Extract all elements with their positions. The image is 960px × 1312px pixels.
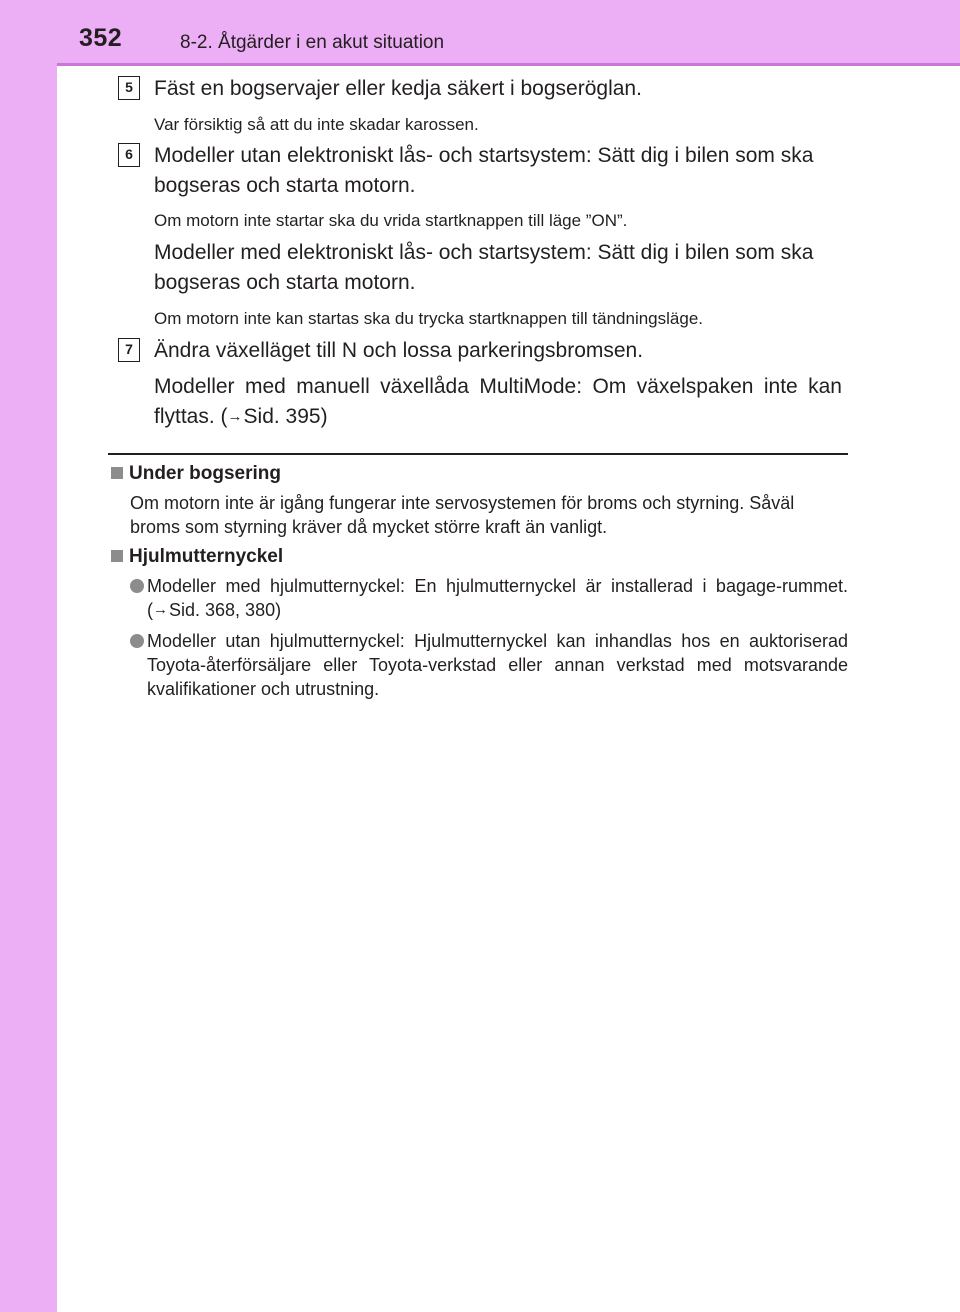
step-number-5: 5 [118,76,140,100]
bullet-text-main: Modeller med hjulmutternyckel: En hjulmutternyckel är installerad i bagage-rummet. ( [147,576,848,620]
step-6-text-2: Modeller med elektroniskt lås- och startsystem: Sätt dig i bilen som ska bogseras och starta motorn. [154,241,814,294]
step-6-text: Modeller utan elektroniskt lås- och startsystem: Sätt dig i bilen som ska bogseras och starta motorn. [154,144,814,197]
note-heading-towing [111,463,281,485]
step-7-text-2 [154,372,842,434]
arrow-right-icon: → [227,408,243,425]
step-7-text-2-main: Modeller med manuell växellåda MultiMode: Om växelspaken inte kan flyttas. ( [154,375,842,428]
bullet-text: Modeller utan hjulmutternyckel: Hjulmutternyckel kan inhandlas hos en auktoriserad Toyota-återförsäljare eller Toyota-verkstad eller annan verkstad med motsvarande kvalifikationer och utrustning. [147,631,848,699]
circle-bullet-icon [130,634,144,648]
page-reference-link[interactable]: Sid. 395) [243,405,328,428]
step-number-6: 6 [118,143,140,167]
page-reference-link[interactable]: Sid. 368, 380) [169,600,282,620]
square-bullet-icon [111,467,123,479]
bullet-text [147,574,848,624]
note-heading-wrench [111,546,283,568]
step-6-note-2: Om motorn inte kan startas ska du trycka startknappen till tändningsläge. [154,309,703,328]
note-heading-wrench-label: Hjulmutternyckel [129,546,284,567]
arrow-right-icon: → [153,601,168,618]
section-title: 8-2. Åtgärder i en akut situation [180,32,445,53]
section-divider [108,453,848,455]
step-number-7: 7 [118,338,140,362]
note-heading-towing-label: Under bogsering [129,463,282,484]
page-number: 352 [79,24,123,52]
step-5-note: Var försiktig så att du inte skadar karossen. [154,115,479,134]
square-bullet-icon [111,550,123,562]
step-6-note: Om motorn inte startar ska du vrida startknappen till läge ”ON”. [154,211,628,230]
list-item [130,629,848,701]
step-5-text: Fäst en bogservajer eller kedja säkert i bogseröglan. [154,77,642,100]
step-7-text: Ändra växelläget till N och lossa parkeringsbromsen. [154,339,644,362]
note-towing-body: Om motorn inte är igång fungerar inte servosystemen för broms och styrning. Såväl broms som styrning kräver då mycket större kraft än vanligt. [130,493,795,537]
list-item [130,574,848,624]
circle-bullet-icon [130,579,144,593]
